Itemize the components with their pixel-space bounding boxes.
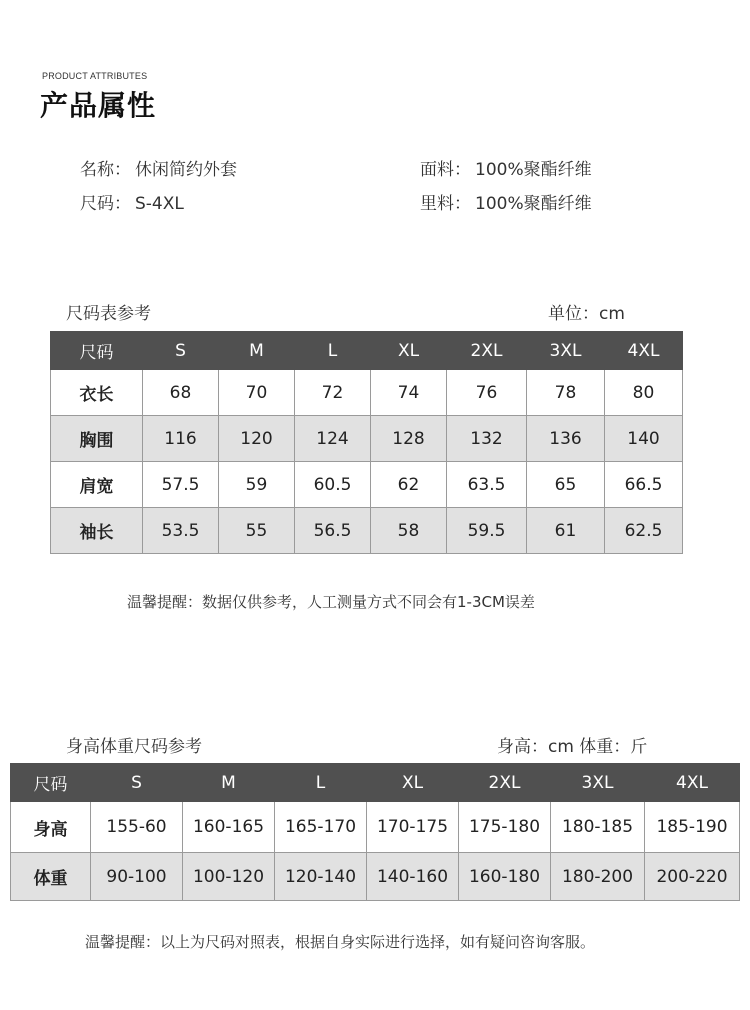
table-cell: 160-165 xyxy=(183,802,275,853)
attr-size xyxy=(80,189,184,214)
column-header: M xyxy=(219,332,295,370)
table-cell: 132 xyxy=(447,416,527,462)
attr-name-value: 休闲简约外套 xyxy=(135,160,237,180)
attr-lining-label: 里料： xyxy=(420,194,471,214)
height-table-unit: 身高：cm 体重：斤 xyxy=(497,737,648,757)
table-cell: 180-185 xyxy=(551,802,645,853)
table-cell: 128 xyxy=(371,416,447,462)
table-cell: 120-140 xyxy=(275,853,367,901)
table-row xyxy=(51,462,683,508)
column-header: 3XL xyxy=(551,764,645,802)
attr-fabric-label: 面料： xyxy=(420,160,471,180)
column-header: S xyxy=(91,764,183,802)
table-cell: 155-60 xyxy=(91,802,183,853)
table-cell: 62.5 xyxy=(605,508,683,554)
attr-lining xyxy=(420,189,592,214)
table-cell: 76 xyxy=(447,370,527,416)
table-cell: 185-190 xyxy=(645,802,740,853)
column-header: 2XL xyxy=(459,764,551,802)
column-header: S xyxy=(143,332,219,370)
table-cell: 57.5 xyxy=(143,462,219,508)
table-cell: 74 xyxy=(371,370,447,416)
table-cell: 53.5 xyxy=(143,508,219,554)
attr-name xyxy=(80,155,237,180)
table-cell: 80 xyxy=(605,370,683,416)
table-cell: 68 xyxy=(143,370,219,416)
column-header: XL xyxy=(371,332,447,370)
column-header: L xyxy=(295,332,371,370)
table-cell: 136 xyxy=(527,416,605,462)
table-cell: 116 xyxy=(143,416,219,462)
table-cell: 63.5 xyxy=(447,462,527,508)
row-label: 胸围 xyxy=(51,416,143,462)
table-cell: 72 xyxy=(295,370,371,416)
table-row xyxy=(51,370,683,416)
table-cell: 66.5 xyxy=(605,462,683,508)
row-label: 袖长 xyxy=(51,508,143,554)
table-cell: 180-200 xyxy=(551,853,645,901)
table-cell: 59.5 xyxy=(447,508,527,554)
height-weight-table xyxy=(10,763,740,901)
row-label: 肩宽 xyxy=(51,462,143,508)
column-header: 4XL xyxy=(645,764,740,802)
section-eyebrow: PRODUCT ATTRIBUTES xyxy=(42,71,148,81)
attr-fabric-value: 100%聚酯纤维 xyxy=(475,160,592,180)
table-cell: 175-180 xyxy=(459,802,551,853)
column-header: M xyxy=(183,764,275,802)
table-cell: 160-180 xyxy=(459,853,551,901)
table-cell: 124 xyxy=(295,416,371,462)
table-cell: 165-170 xyxy=(275,802,367,853)
table-row xyxy=(11,802,740,853)
page-title: 产品属性 xyxy=(40,89,157,122)
table-cell: 140 xyxy=(605,416,683,462)
table-cell: 58 xyxy=(371,508,447,554)
attr-lining-value: 100%聚酯纤维 xyxy=(475,194,592,214)
table-cell: 70 xyxy=(219,370,295,416)
column-header: 3XL xyxy=(527,332,605,370)
table-cell: 62 xyxy=(371,462,447,508)
table-cell: 59 xyxy=(219,462,295,508)
height-table-header-row xyxy=(11,764,740,802)
size-table-note: 温馨提醒：数据仅供参考，人工测量方式不同会有1-3CM误差 xyxy=(127,593,535,611)
table-cell: 78 xyxy=(527,370,605,416)
attr-name-label: 名称： xyxy=(80,160,131,180)
table-cell: 120 xyxy=(219,416,295,462)
attr-size-label: 尺码： xyxy=(80,194,131,214)
column-header: 4XL xyxy=(605,332,683,370)
table-row xyxy=(51,416,683,462)
table-cell: 90-100 xyxy=(91,853,183,901)
row-label: 身高 xyxy=(11,802,91,853)
size-table xyxy=(50,331,683,554)
size-table-header-row xyxy=(51,332,683,370)
table-cell: 100-120 xyxy=(183,853,275,901)
column-header: L xyxy=(275,764,367,802)
size-table-title: 尺码表参考 xyxy=(66,304,151,324)
row-label: 体重 xyxy=(11,853,91,901)
attr-fabric xyxy=(420,155,592,180)
table-cell: 60.5 xyxy=(295,462,371,508)
table-cell: 200-220 xyxy=(645,853,740,901)
table-cell: 65 xyxy=(527,462,605,508)
table-cell: 61 xyxy=(527,508,605,554)
table-cell: 56.5 xyxy=(295,508,371,554)
column-header: XL xyxy=(367,764,459,802)
height-table-title: 身高体重尺码参考 xyxy=(66,737,202,757)
column-header: 2XL xyxy=(447,332,527,370)
column-header: 尺码 xyxy=(11,764,91,802)
table-row xyxy=(11,853,740,901)
column-header: 尺码 xyxy=(51,332,143,370)
attr-size-value: S-4XL xyxy=(135,194,184,214)
table-cell: 55 xyxy=(219,508,295,554)
size-table-unit: 单位：cm xyxy=(548,304,625,324)
row-label: 衣长 xyxy=(51,370,143,416)
table-row xyxy=(51,508,683,554)
table-cell: 170-175 xyxy=(367,802,459,853)
table-cell: 140-160 xyxy=(367,853,459,901)
height-table-note: 温馨提醒：以上为尺码对照表，根据自身实际进行选择，如有疑问咨询客服。 xyxy=(85,933,596,951)
